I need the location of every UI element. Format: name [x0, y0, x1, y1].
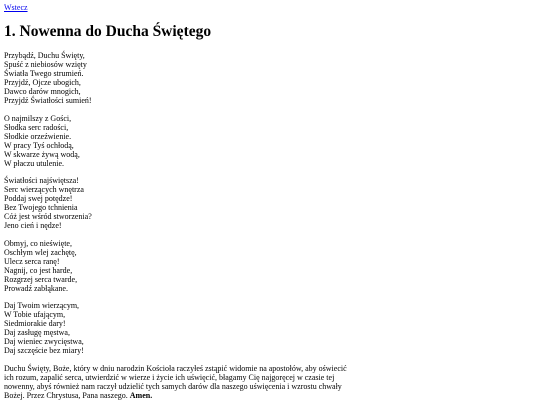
verse-line: W skwarze żywą wodą,	[4, 149, 80, 159]
verse-line: Przybądź, Duchu Święty,	[4, 51, 85, 60]
verse-line: Słodka serc radości,	[4, 122, 69, 132]
verse-line: Obmyj, co nieświęte,	[4, 238, 72, 248]
verse-line: Nagnij, co jest harde,	[4, 265, 73, 275]
page-title: 1. Nowenna do Ducha Świętego	[4, 23, 212, 40]
amen-text: Amen.	[129, 390, 153, 400]
verse-line: Rozgrzej serca twarde,	[4, 274, 78, 284]
verse-line: Serc wierzących wnętrza	[4, 185, 84, 194]
back-link[interactable]: Wstecz	[4, 3, 28, 12]
stanza-3	[4, 176, 534, 230]
hymn	[4, 51, 534, 355]
verse-line: Daj szczęście bez miary!	[4, 346, 84, 355]
verse-line: Oschłym wlej zachętę,	[4, 247, 77, 257]
verse-line: Daj wieniec zwycięstwa,	[4, 337, 84, 346]
verse-line: Światła Twego strumień.	[4, 69, 84, 78]
verse-line: Przyjdź Światłości sumień!	[4, 96, 92, 105]
verse-line: Siedmiorakie dary!	[4, 319, 66, 328]
page-content	[4, 3, 534, 400]
verse-line: Światłości najświętsza!	[4, 176, 79, 185]
closing-prayer	[4, 364, 349, 400]
verse-line: Daj Twoim wierzącym,	[4, 301, 80, 310]
verse-line: W pracy Tyś ochłodą,	[4, 140, 74, 150]
stanza-4	[4, 239, 534, 293]
stanza-1	[4, 51, 534, 105]
verse-line: Poddaj swej potędze!	[4, 194, 73, 203]
verse-line: W płaczu utulenie.	[4, 158, 65, 168]
verse-line: Słodkie orzeźwienie.	[4, 131, 72, 141]
stanza-5	[4, 301, 534, 355]
verse-line: W Tobie ufającym,	[4, 310, 66, 319]
prayer-text: Duchu Święty, Boże, który w dniu narodzin Kościoła raczyłeś zstąpić widomie na apostołów, aby oświecić ich rozum, zapalić serca, utwierdzić w wierze i życie ich uświęcić, błagamy Cię najgoręcej w czasie tej nowenny, abyś również nam raczył udzielić tych samych darów dla naszego uświęcenia i wzrostu chwały Bożej. Przez Chrystusa, Pana naszego.	[4, 363, 347, 400]
verse-line: Cóż jest wśród stworzenia?	[4, 212, 92, 221]
verse-line: O najmilszy z Gości,	[4, 113, 72, 123]
verse-line: Daj zasługę męstwa,	[4, 328, 70, 337]
verse-line: Bez Twojego tchnienia	[4, 203, 78, 212]
verse-line: Przyjdź, Ojcze ubogich,	[4, 78, 81, 87]
verse-line: Ulecz serca ranę!	[4, 256, 60, 266]
verse-line: Jeno cień i nędze!	[4, 221, 62, 230]
verse-line: Dawco darów mnogich,	[4, 87, 81, 96]
verse-line: Spuść z niebiosów wzięty	[4, 60, 87, 69]
verse-line: Prowadź zabłąkane.	[4, 283, 68, 293]
stanza-2	[4, 114, 534, 168]
